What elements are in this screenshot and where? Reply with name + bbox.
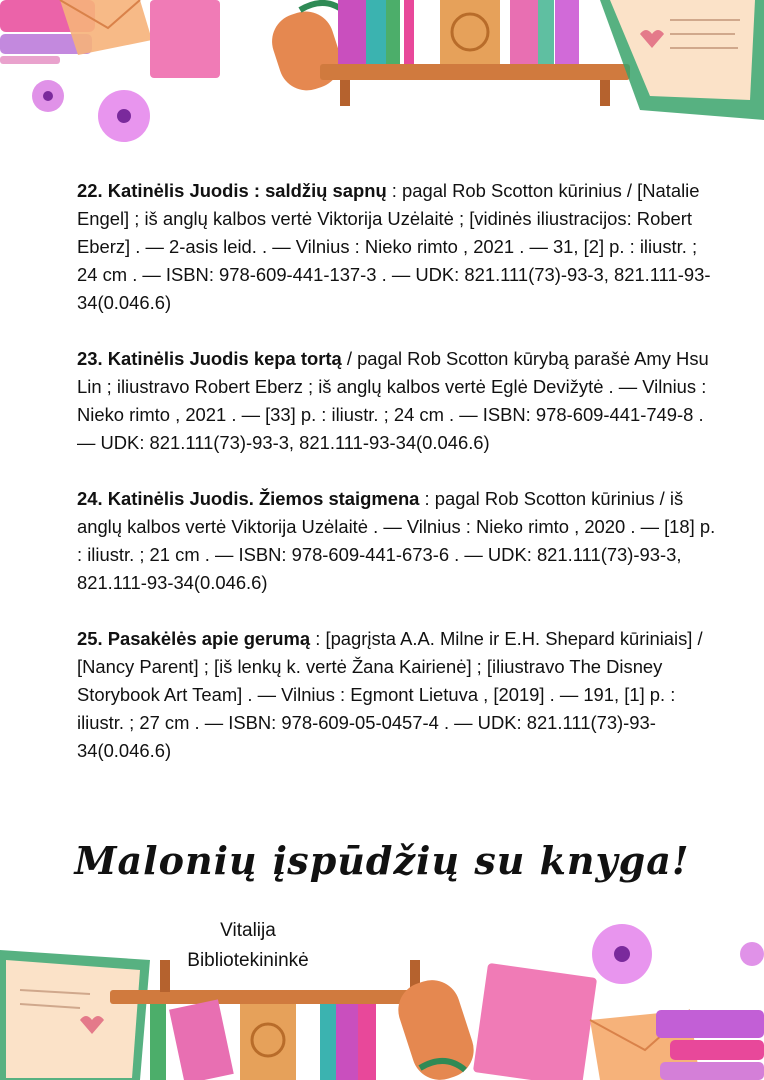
entry-title-text: Pasakėlės apie gerumą	[107, 628, 311, 649]
signature-role: Bibliotekininkė	[187, 950, 309, 971]
entry-title-text: Katinėlis Juodis : saldžių sapnų	[107, 180, 387, 201]
top-book-decoration	[0, 0, 764, 150]
entry-title-text: Katinėlis Juodis kepa tortą	[107, 348, 342, 369]
scroll-illustration	[265, 3, 348, 98]
upright-books-illustration	[150, 999, 376, 1080]
book-stack-right-illustration	[656, 1010, 764, 1080]
shelf-illustration	[320, 64, 630, 106]
entry-description: : [pagrįsta A.A. Milne ir E.H. Shepard kūriniais] / [Nancy Parent] ; [iš lenkų k. vertė Žana Kairienė] ; [iliustravo The Disney Storybook Art Team] . — Vilnius : Egmont Lietuva , [2019] . — 191, [1] p. : iliustr. ; 27 cm . — ISBN: 978-609-05-0457-4 . — UDK: 821.111(73)-93-34(0.046.6)	[77, 628, 703, 761]
signature-name: Vitalija	[220, 920, 276, 941]
entry-title	[77, 628, 310, 649]
upright-books-illustration	[338, 0, 579, 64]
open-book-illustration	[0, 950, 150, 1080]
entry-title	[77, 488, 419, 509]
pink-book-illustration	[473, 963, 597, 1080]
bibliography-list	[77, 177, 717, 793]
entry-number: 23.	[77, 348, 103, 369]
open-book-illustration	[600, 0, 764, 120]
bibliography-entry-23	[77, 345, 717, 457]
entry-description: : pagal Rob Scotton kūrinius / [Natalie Engel] ; iš anglų kalbos vertė Viktorija Uzėlaitė ; [vidinės iliustracijos: Robert Eberz] . — 2-asis leid. . — Vilnius : Nieko rimto , 2021 . — 31, [2] p. : iliustr. ; 24 cm . — ISBN: 978-609-441-137-3 . — UDK: 821.111(73)-93-3, 821.111-93-34(0.046.6)	[77, 180, 711, 313]
flower-icon	[740, 942, 764, 966]
entry-title	[77, 348, 342, 369]
flower-icon	[98, 90, 150, 142]
entry-number: 24.	[77, 488, 103, 509]
entry-title-text: Katinėlis Juodis. Žiemos staigmena	[107, 488, 420, 509]
flower-icon	[32, 80, 64, 112]
bibliography-entry-25	[77, 625, 717, 765]
signature-block	[168, 916, 328, 976]
entry-number: 25.	[77, 628, 103, 649]
entry-title	[77, 180, 387, 201]
bottom-book-decoration	[0, 900, 764, 1080]
entry-description: : pagal Rob Scotton kūrinius / iš anglų kalbos vertė Viktorija Uzėlaitė . — Vilnius : Nieko rimto , 2020 . — [18] p. : iliustr. ; 21 cm . — ISBN: 978-609-441-673-6 . — UDK: 821.111(73)-93-3, 821.111-93-34(0.046.6)	[77, 488, 716, 593]
bibliography-entry-22	[77, 177, 717, 317]
pink-book-illustration	[150, 0, 220, 78]
bibliography-entry-24	[77, 485, 717, 597]
closing-wish: Malonių įspūdžių su knyga!	[74, 838, 690, 883]
entry-description: / pagal Rob Scotton kūrybą parašė Amy Hsu Lin ; iliustravo Robert Eberz ; iš anglų kalbos vertė Eglė Devižytė . — Vilnius : Nieko rimto , 2021 . — [33] p. : iliustr. ; 24 cm . — ISBN: 978-609-441-749-8 . — UDK: 821.111(73)-93-3, 821.111-93-34(0.046.6)	[77, 348, 709, 453]
entry-number: 22.	[77, 180, 103, 201]
flower-icon	[592, 924, 652, 984]
scroll-illustration	[391, 973, 481, 1080]
